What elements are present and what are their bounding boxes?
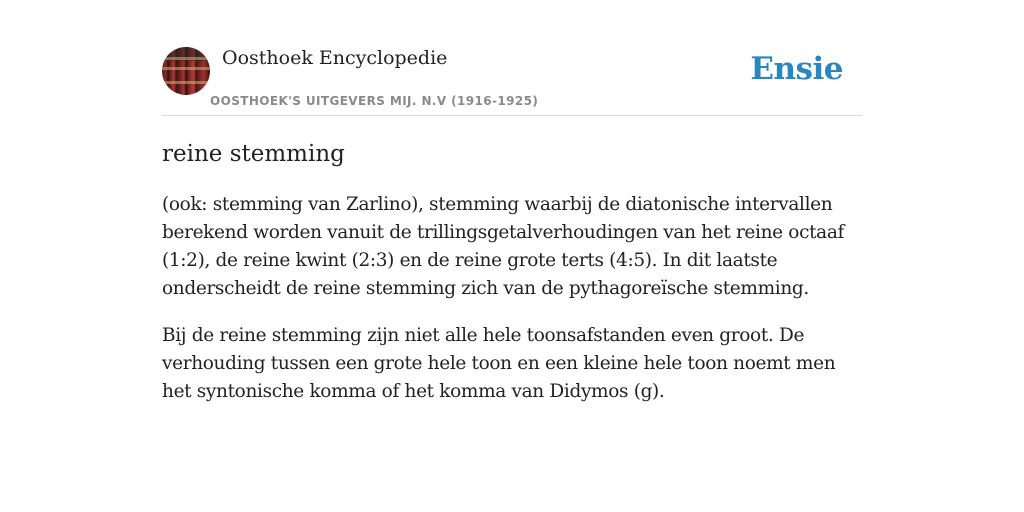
- brand-logo-link[interactable]: Ensie: [750, 51, 843, 87]
- entry-paragraph: (ook: stemming van Zarlino), stemming waarbij de diatonische intervallen berekend worden vanuit de trillingsgetalverhoudingen van het reine octaaf (1:2), de reine kwint (2:3) en de reine grote terts (4:5). In dit laatste onderscheidt de reine stemming zich van de pythagoreïsche stemming.: [162, 194, 845, 299]
- header: [162, 46, 862, 116]
- entry-card: [162, 46, 862, 406]
- entry-title: reine stemming: [162, 141, 345, 167]
- avatar-band: [162, 67, 210, 70]
- avatar-band: [162, 81, 210, 84]
- entry-paragraph: Bij de reine stemming zijn niet alle hele toonsafstanden even groot. De verhouding tussen een grote hele toon en een kleine hele toon noemt men het syntonische komma of het komma van Didymos (g).: [162, 325, 836, 402]
- avatar-band: [162, 57, 210, 60]
- publisher-subtitle: OOSTHOEK'S UITGEVERS MIJ. N.V (1916-1925): [210, 94, 539, 108]
- site-name-link[interactable]: Oosthoek Encyclopedie: [222, 47, 448, 69]
- encyclopedia-avatar-icon[interactable]: [162, 47, 210, 95]
